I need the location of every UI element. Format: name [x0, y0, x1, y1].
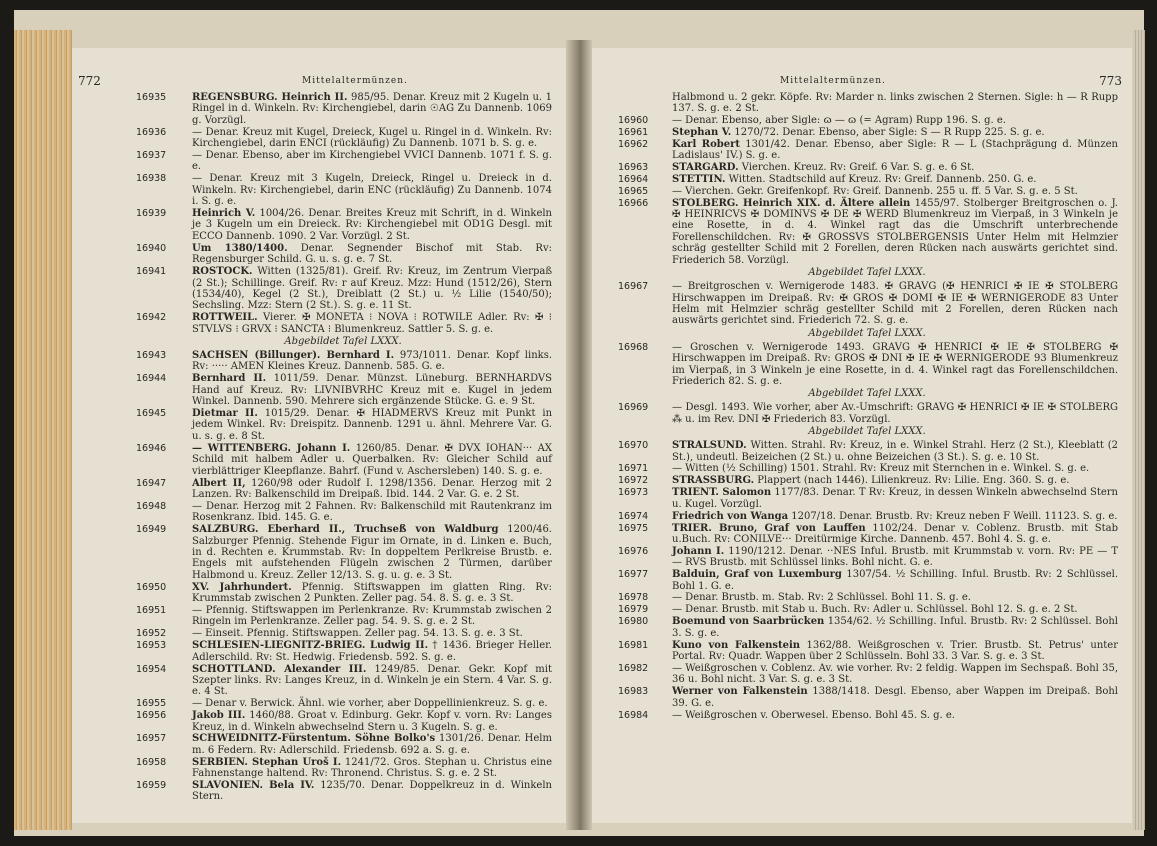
catalog-entry [134, 640, 552, 663]
catalog-entry [134, 243, 552, 266]
lot-number: 16956 [136, 710, 167, 722]
entry-heading: Friedrich von Wanga [672, 510, 789, 522]
entry-description: Plappert (nach 1446). Lilienkreuz. Rv: Lilie. Eng. 360. S. g. e. [754, 475, 1070, 487]
page-number: 772 [78, 74, 101, 88]
catalog-entry [616, 487, 1118, 510]
catalog-entry [134, 780, 552, 803]
lot-number: 16937 [136, 150, 167, 162]
entry-description: 1388/1418. Desgl. Ebenso, aber Wappen im Dreipaß. Bohl 39. G. e. [672, 686, 1119, 709]
entry-description: 1190/1212. Denar. ··NES Inful. Brustb. mit Krummstab v. vorn. Rv: PE — T — RVS Brustb. mit Schlüssel links. Bohl nicht. G. e. [672, 545, 1118, 569]
entry-description: — Vierchen. Gekr. Greifenkopf. Rv: Greif. Dannenb. 255 u. ff. 5 Var. S. g. e. 5 St. [672, 185, 1078, 197]
entry-description: 1460/88. Groat v. Edinburg. Gekr. Kopf v. vorn. Rv: Langes Kreuz, in d. Winkeln abwechselnd Stern u. 3 Kugeln. S. g. e. [192, 710, 552, 733]
catalog-entry [616, 342, 1118, 388]
entry-description: Vierer. ✠ MONETA ⁝ NOVA ⁝ ROTWILE Adler. Rv: ✠ ⁝ STVLVS ⁝ GRVX ⁝ SANCTA ⁝ Blumenkreuz. Sattler 5. S. g. e. [192, 312, 552, 335]
entry-heading: Balduin, Graf von Luxemburg [672, 569, 842, 581]
lot-number: 16953 [136, 640, 167, 652]
entry-description: — Denar. Kreuz mit 3 Kugeln, Dreieck, Ringel u. Dreieck in d. Winkeln. Rv: Kirchengiebel, darin ENC (rückläufig) Zu Dannenb. 1074 i. S. g. e. [192, 173, 552, 208]
catalog-entry [616, 139, 1118, 162]
entry-heading: Boemund von Saarbrücken [672, 616, 825, 628]
catalog-entry [134, 757, 552, 780]
entry-description: — Denar. Brustb. m. Stab. Rv: 2 Schlüssel. Bohl 11. S. g. e. [672, 592, 971, 604]
entry-heading: Jakob III. [192, 710, 246, 722]
entry-description: 1207/18. Denar. Brustb. Rv: Kreuz neben F Weill. 11123. S. g. e. [788, 510, 1118, 522]
lot-number: 16939 [136, 208, 167, 220]
catalog-entry [616, 604, 1118, 615]
lot-number: 16969 [618, 402, 649, 414]
lot-number: 16960 [618, 114, 649, 126]
lot-number: 16935 [136, 92, 167, 103]
entry-description: 1260/85. Denar. ✠ DVX IOHAN··· AX Schild mit halbem Adler u. Querbalken. Rv: Gleicher Schild auf vierblättriger Kleepflanze. Bahrf. (Fund v. Aschersleben) 140. S. g. e. [192, 442, 553, 477]
lot-number: 16957 [136, 733, 167, 745]
entry-heading: Karl Robert [672, 138, 740, 150]
catalog-entry [616, 592, 1118, 603]
entry-description: — Denar v. Berwick. Ähnl. wie vorher, aber Doppellinienkreuz. S. g. e. [192, 698, 548, 710]
entry-description: — Weißgroschen v. Oberwesel. Ebenso. Bohl 45. S. g. e. [672, 709, 955, 721]
plate-reference: Abgebildet Tafel LXXX. [808, 388, 926, 400]
entry-description: 1102/24. Denar v. Coblenz. Brustb. mit Stab u.Buch. Rv: CONILVE··· Dreitürmige Kirche. Dannenb. 457. Bohl 4. S. g. e. [672, 522, 1118, 545]
entry-description: 1301/26. Denar. Helm m. 6 Federn. Rv: Adlerschild. Friedensb. 692 a. S. g. e. [192, 733, 552, 756]
catalog-entry [134, 312, 552, 335]
entry-heading: Werner von Falkenstein [672, 686, 808, 698]
plate-reference: Abgebildet Tafel LXXX. [808, 327, 926, 339]
catalog-entries [134, 92, 552, 803]
catalog-entry [134, 733, 552, 756]
entry-heading: Kuno von Falkenstein [672, 639, 801, 651]
lot-number: 16971 [618, 463, 649, 475]
catalog-entry [616, 440, 1118, 463]
catalog-entry [134, 501, 552, 524]
lot-number: 16958 [136, 756, 167, 768]
lot-number: 16964 [618, 173, 649, 185]
plate-reference: Abgebildet Tafel LXXX. [808, 426, 926, 438]
entry-heading: SCHWEIDNITZ-Fürstentum. Söhne Bolko's [192, 733, 436, 745]
catalog-entry [616, 640, 1118, 663]
entry-description: Pfennig. Stiftswappen im glatten Ring. Rv: Krummstab zwischen 2 Punkten. Zeller pag. 54. 8. S. g. e. 3 St. [192, 581, 552, 605]
lot-number: 16980 [618, 616, 649, 628]
entry-description: 1015/29. Denar. ✠ HIADMERVS Kreuz mit Punkt in jedem Winkel. Rv: Dreispitz. Dannenb. 1291 u. ähnl. Mehrere Var. G. u. s. g. e. 8 St. [192, 408, 553, 442]
catalog-entry [134, 478, 552, 501]
catalog-entry [134, 150, 552, 173]
entry-description: 1235/70. Denar. Doppelkreuz in d. Winkeln Stern. [192, 780, 552, 803]
catalog-entry [616, 523, 1118, 546]
entry-heading: REGENSBURG. Heinrich II. [192, 92, 348, 103]
entry-description: — Groschen v. Wernigerode 1493. GRAVG ✠ HENRICI ✠ IE ✠ STOLBERG ✠ Hirschwappen im Dreipaß. Rv: GROS ✠ DNI ✠ IE ✠ WERNIGERODE 93 Blumenkreuz im Vierpaß, in 3 Winkeln je eine Rosette, in d. 4. Winkel ragt das Forellenschildchen. Friederich 82. S. g. e. [672, 341, 1118, 387]
catalog-entry [616, 162, 1118, 173]
catalog-entry [134, 208, 552, 242]
lot-number: 16962 [618, 138, 649, 150]
lot-number: 16972 [618, 475, 649, 487]
entry-heading: Stephan V. [672, 126, 732, 138]
entry-heading: SCHLESIEN-LIEGNITZ-BRIEG. Ludwig II. [192, 640, 429, 652]
lot-number: 16940 [136, 242, 167, 254]
entry-description: 1270/72. Denar. Ebenso, aber Sigle: S — R Rupp 225. S. g. e. [731, 126, 1045, 138]
entry-description: — Denar. Herzog mit 2 Fahnen. Rv: Balkenschild mit Rautenkranz im Rosenkranz. Ibid. 145. G. e. [192, 500, 552, 524]
entry-heading: Heinrich V. [192, 208, 256, 220]
lot-number: 16981 [618, 639, 649, 651]
entry-heading: STARGARD. [672, 161, 739, 173]
continuation-text: Halbmond u. 2 gekr. Köpfe. Rv: Marder n. links zwischen 2 Sternen. Sigle: h — R Rupp 137. S. g. e. 2 St. [672, 92, 1118, 115]
lot-number: 16978 [618, 592, 649, 604]
entry-description: — Denar. Ebenso, aber Sigle: ɷ — ɷ (= Agram) Rupp 196. S. g. e. [672, 114, 1006, 126]
entry-description: — Denar. Kreuz mit Kugel, Dreieck, Kugel u. Ringel in d. Winkeln. Rv: Kirchengiebel, darin ENCI (rückläufig) Zu Dannenb. 1071 b. S. g. e. [192, 126, 552, 150]
catalog-entry [616, 198, 1118, 266]
catalog-entry [616, 569, 1118, 592]
entry-description: 1004/26. Denar. Breites Kreuz mit Schrift, in d. Winkeln je 3 Kugeln um ein Dreieck. Rv: Kirchengiebel mit OD1G Desgl. mit ECCO Dannenb. 1090. 2 Var. Vorzügl. 2 St. [192, 208, 553, 242]
lot-number: 16963 [618, 161, 649, 173]
catalog-entry [134, 628, 552, 639]
lot-number: 16943 [136, 350, 167, 362]
catalog-entry [134, 710, 552, 733]
entry-description: 1301/42. Denar. Ebenso, aber Sigle: R — L (Stachprägung d. Münzen Ladislaus' IV.) S. g. e. [672, 138, 1118, 162]
plate-reference: Abgebildet Tafel LXXX. [284, 336, 402, 348]
catalog-entry [616, 546, 1118, 569]
entry-description: 1354/62. ½ Schilling. Inful. Brustb. Rv: 2 Schlüssel. Bohl 3. S. g. e. [672, 616, 1118, 639]
entry-description: — Einseit. Pfennig. Stiftswappen. Zeller pag. 54. 13. S. g. e. 3 St. [192, 628, 523, 640]
entry-description: Denar. Segnender Bischof mit Stab. Rv: Regensburger Schild. G. u. s. g. e. 7 St. [192, 242, 552, 266]
entry-heading: Bernhard II. [192, 373, 267, 385]
catalog-entry [616, 616, 1118, 639]
catalog-entry [134, 92, 552, 126]
right-page [592, 48, 1132, 823]
catalog-entry [616, 281, 1118, 327]
entry-heading: SCHOTTLAND. Alexander III. [192, 663, 367, 675]
entry-description: — Pfennig. Stiftswappen im Perlenkranze. Rv: Krummstab zwischen 2 Ringeln im Perlenkranze. Zeller pag. 54. 9. S. g. e. 2 St. [192, 604, 552, 628]
entry-description: 1260/98 oder Rudolf I. 1298/1356. Denar. Herzog mit 2 Lanzen. Rv: Balkenschild im Dreipaß. Ibid. 144. 2 Var. G. e. 2 St. [192, 477, 552, 500]
entry-description: 1177/83. Denar. T Rv: Kreuz, in dessen Winkeln abwechselnd Stern u. Kugel. Vorzügl. [672, 487, 1119, 510]
catalog-entry [616, 463, 1118, 474]
running-head: Mittelaltermünzen. [780, 76, 886, 86]
lot-number: 16961 [618, 126, 649, 138]
catalog-entry [616, 174, 1118, 185]
catalog-entry [616, 710, 1118, 721]
lot-number: 16946 [136, 442, 167, 454]
lot-number: 16974 [618, 510, 649, 522]
entry-heading: Johann I. [672, 545, 725, 557]
lot-number: 16945 [136, 408, 167, 420]
lot-number: 16949 [136, 524, 167, 536]
entry-description: Witten (1325/81). Greif. Rv: Kreuz, im Zentrum Vierpaß (2 St.); Schillinge. Greif. Rv: r auf Kreuz. Mzz: Hund (1512/26), Stern (1534/40), Kegel (2 St.), Dreiblatt (2 St.) u. ½ Lilie (1540/50); Sechsling. Mzz: Stern (2 St.). S. g. e. 11 St. [192, 266, 552, 312]
lot-number: 16944 [136, 373, 167, 385]
entry-heading: SLAVONIEN. Bela IV. [192, 780, 315, 792]
entry-description: — Witten (½ Schilling) 1501. Strahl. Rv: Kreuz mit Sternchen in e. Winkel. S. g. e. [672, 463, 1090, 475]
catalog-entry [134, 266, 552, 312]
entry-description: — Breitgroschen v. Wernigerode 1483. ✠ GRAVG (✠ HENRICI ✠ IE ✠ STOLBERG Hirschwappen im Dreipaß. Rv: ✠ GROS ✠ DOMI ✠ IE ✠ WERNIGERODE 83 Unter Helm mit Helmzier schräg gestellter Schild mit 2 Forellen, deren Rücken nach auswärts gerichtet sind. Friederich 72. S. g. e. [672, 281, 1118, 327]
entry-heading: Dietmar II. [192, 408, 258, 420]
catalog-entry [134, 373, 552, 407]
entry-description: 1011/59. Denar. Münzst. Lüneburg. BERNHARDVS Hand auf Kreuz. Rv: LIVNIBVRHC Kreuz mit e. Kugel in jedem Winkel. Dannenb. 590. Mehrere sich ergänzende Stücke. G. e. 9 St. [192, 373, 552, 408]
entry-heading: STRALSUND. [672, 440, 747, 452]
lot-number: 16950 [136, 581, 167, 593]
page-edges-right [1133, 30, 1145, 830]
lot-number: 16975 [618, 522, 649, 534]
lot-number: 16977 [618, 569, 649, 581]
catalog-entry [134, 664, 552, 698]
lot-number: 16984 [618, 709, 649, 721]
entry-description: 1249/85. Denar. Gekr. Kopf mit Szepter links. Rv: Langes Kreuz, in d. Winkeln je ein Stern. 4 Var. S. g. e. 4 St. [192, 663, 552, 698]
lot-number: 16936 [136, 126, 167, 138]
lot-number: 16983 [618, 686, 649, 698]
entry-description: 1307/54. ½ Schilling. Inful. Brustb. Rv: 2 Schlüssel. Bohl 1. G. e. [672, 569, 1119, 592]
left-page [72, 48, 566, 823]
catalog-entry [616, 511, 1118, 522]
entry-description: Witten. Strahl. Rv: Kreuz, in e. Winkel Strahl. Herz (2 St.), Kleeblatt (2 St.), undeutl. Beizeichen (2 St.) u. ohne Beizeichen (3 St.). S. g. e. 10 St. [672, 440, 1118, 463]
entry-heading: ROSTOCK. [192, 266, 253, 278]
lot-number: 16967 [618, 281, 649, 293]
lot-number: 16941 [136, 266, 167, 278]
lot-number: 16982 [618, 662, 649, 674]
catalog-entry [616, 115, 1118, 126]
lot-number: 16979 [618, 604, 649, 616]
lot-number: 16955 [136, 698, 167, 710]
plate-reference: Abgebildet Tafel LXXX. [808, 267, 926, 279]
catalog-entry [616, 475, 1118, 486]
entry-description: 973/1011. Denar. Kopf links. Rv: ····· AMEN Kleines Kreuz. Dannenb. 585. G. e. [192, 350, 553, 373]
lot-number: 16959 [136, 780, 167, 792]
entry-heading: — WITTENBERG. Johann I. [192, 442, 351, 454]
lot-number: 16970 [618, 440, 649, 452]
entry-description: — Denar. Ebenso, aber im Kirchengiebel VVICI Dannenb. 1071 f. S. g. e. [192, 150, 552, 173]
lot-number: 16942 [136, 312, 167, 324]
catalog-entry [616, 402, 1118, 425]
lot-number: 16952 [136, 628, 167, 640]
lot-number: 16954 [136, 663, 167, 675]
lot-number: 16968 [618, 341, 649, 353]
lot-number: 16948 [136, 500, 167, 512]
lot-number: 16938 [136, 173, 167, 185]
lot-number: 16966 [618, 197, 649, 209]
entry-heading: STRASSBURG. [672, 475, 755, 487]
lot-number: 16976 [618, 545, 649, 557]
page-number: 773 [1099, 74, 1122, 88]
entry-heading: STETTIN. [672, 173, 726, 185]
catalog-entry [616, 663, 1118, 686]
catalog-entry [134, 408, 552, 442]
catalog-entries [616, 92, 1118, 721]
catalog-entry [134, 524, 552, 581]
catalog-entry [616, 127, 1118, 138]
entry-heading: STOLBERG. Heinrich XIX. d. Ältere allein [672, 197, 911, 209]
running-head: Mittelaltermünzen. [302, 76, 408, 86]
entry-description: — Weißgroschen v. Coblenz. Av. wie vorher. Rv: 2 feldig. Wappen im Sechspaß. Bohl 35, 36 u. Bohl nicht. 3 Var. S. g. e. 3 St. [672, 662, 1118, 686]
catalog-entry [134, 127, 552, 150]
entry-heading: Um 1380/1400. [192, 242, 288, 254]
lot-number: 16947 [136, 477, 167, 489]
entry-description: 1362/88. Weißgroschen v. Trier. Brustb. St. Petrus' unter Portal. Rv: Quadr. Wappen über 2 Schlüsseln. Bohl 33. 3 Var. S. g. e. 3 St. [672, 639, 1118, 662]
entry-description: 1455/97. Stolberger Breitgroschen o. J. ✠ HEINRICVS ✠ DOMINVS ✠ DE ✠ WERD Blumenkreuz im Vierpaß, in 3 Winkeln je eine Rosette, in d. 4. Winkel ragt das die Umschrift unterbrechende Forellenschildchen. Rv: ✠ GROSSVS STOLBERGENSIS Unter Helm mit Helmzier schräg gestellter Schild mit 2 Forellen, deren Rücken nach auswärts gerichtet sind. Friederich 58. Vorzügl. [672, 197, 1118, 266]
catalog-entry [134, 350, 552, 373]
entry-heading: SALZBURG. Eberhard II., Truchseß von Waldburg [192, 524, 499, 536]
catalog-entry [134, 698, 552, 709]
entry-heading: Albert II, [192, 477, 246, 489]
entry-heading: SACHSEN (Billunger). Bernhard I. [192, 350, 395, 362]
entry-heading: TRIER. Bruno, Graf von Lauffen [672, 522, 866, 534]
entry-heading: SERBIEN. Stephan Uroš I. [192, 756, 342, 768]
catalog-entry [616, 686, 1118, 709]
catalog-entry [134, 582, 552, 605]
catalog-entry [134, 173, 552, 207]
entry-description: † 1436. Brieger Heller. Adlerschild. Rv: St. Hedwig. Friedensb. 592. S. g. e. [192, 640, 552, 663]
lot-number: 16965 [618, 185, 649, 197]
entry-description: 1200/46. Salzburger Pfennig. Stehende Figur im Ornate, in d. Linken e. Buch, in d. Rechten e. Krummstab. Rv: In doppeltem Perlkreise Brustb. e. Engels mit aufstehenden Flügeln zwischen 2 Türmen, darüber Halbmond u. Kreuz. Zeller 12/13. S. g. u. g. e. 3 St. [192, 524, 552, 581]
lot-number: 16973 [618, 487, 649, 499]
page-edges-left [14, 30, 72, 830]
entry-description: — Denar. Brustb. mit Stab u. Buch. Rv: Adler u. Schlüssel. Bohl 12. S. g. e. 2 St. [672, 604, 1078, 616]
entry-description: 985/95. Denar. Kreuz mit 2 Kugeln u. 1 Ringel in d. Winkeln. Rv: Kirchengiebel, darin ☉AG Zu Dannenb. 1069 g. Vorzügl. [192, 92, 553, 126]
entry-description: — Desgl. 1493. Wie vorher, aber Av.-Umschrift: GRAVG ✠ HENRICI ✠ IE ✠ STOLBERG ⁂ u. im Rev. DNI ✠ Friederich 83. Vorzügl. [672, 402, 1118, 425]
catalog-entry [134, 605, 552, 628]
entry-description: Witten. Stadtschild auf Kreuz. Rv: Greif. Dannenb. 250. G. e. [725, 173, 1037, 185]
entry-heading: ROTTWEIL. [192, 312, 258, 324]
entry-description: Vierchen. Kreuz. Rv: Greif. 6 Var. S. g. e. 6 St. [738, 161, 975, 173]
entry-heading: XV. Jahrhundert. [192, 581, 292, 593]
catalog-entry [134, 443, 552, 477]
catalog-entry [616, 186, 1118, 197]
lot-number: 16951 [136, 604, 167, 616]
entry-heading: TRIENT. Salomon [672, 487, 772, 499]
book-gutter [566, 40, 592, 830]
entry-description: 1241/72. Gros. Stephan u. Christus eine Fahnenstange haltend. Rv: Thronend. Christus. S. g. e. 2 St. [192, 756, 552, 780]
